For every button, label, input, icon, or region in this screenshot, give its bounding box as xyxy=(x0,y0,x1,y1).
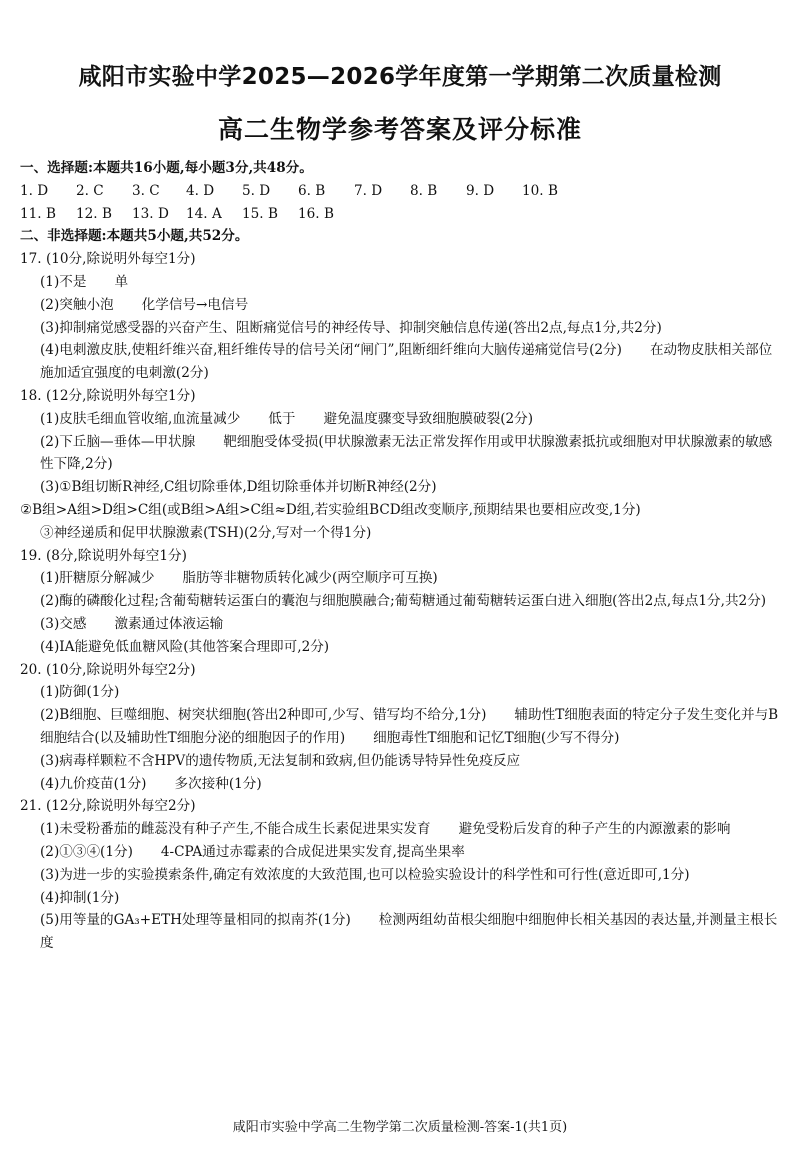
question-21 xyxy=(20,795,780,955)
choice-answer: 3. C xyxy=(132,182,160,199)
choice-answer: 16. B xyxy=(298,205,334,222)
answer-line: (1)肝糖原分解减少 脂肪等非糖物质转化减少(两空顺序可互换) xyxy=(40,570,438,587)
answer-line: (4)九价疫苗(1分) 多次接种(1分) xyxy=(40,775,262,792)
choice-answer: 9. D xyxy=(466,182,495,199)
answer-line: (2)B细胞、巨噬细胞、树突状细胞(答出2种即可,少写、错写均不给分,1分) 辅助性T细胞表面的特定分子发生变化并与B细胞结合(以及辅助性T细胞分泌的细胞因子的作用) 细胞毒性T细胞和记忆T细胞(少写不得分) xyxy=(40,707,779,746)
choice-answer: 12. B xyxy=(76,205,112,222)
page-footer: 咸阳市实验中学高二生物学第二次质量检测-答案-1(共1页) xyxy=(232,1120,568,1135)
section-heading-choice: 一、选择题:本题共16小题,每小题3分,共48分。 xyxy=(20,160,313,176)
section-heading-non-choice: 二、非选择题:本题共5小题,共52分。 xyxy=(20,228,249,245)
question-17 xyxy=(20,248,780,385)
answer-line: (3)抑制痛觉感受器的兴奋产生、阻断痛觉信号的神经传导、抑制突触信息传递(答出2点,每点1分,共2分) xyxy=(40,319,662,336)
question-19-header: 19. (8分,除说明外每空1分) xyxy=(20,547,187,564)
answer-line: (2)酶的磷酸化过程;含葡萄糖转运蛋白的囊泡与细胞膜融合;葡萄糖通过葡萄糖转运蛋白进入细胞(答出2点,每点1分,共2分) xyxy=(40,593,767,610)
question-18 xyxy=(20,385,780,545)
choice-answer: 8. B xyxy=(410,182,438,199)
answer-line: (1)未受粉番茄的雌蕊没有种子产生,不能合成生长素促进果实发育 避免受粉后发育的种子产生的内源激素的影响 xyxy=(40,821,731,838)
document-title: 咸阳市实验中学2025—2026学年度第一学期第二次质量检测 xyxy=(78,64,722,90)
question-20 xyxy=(20,659,780,796)
question-17-header: 17. (10分,除说明外每空1分) xyxy=(20,251,196,268)
choice-answer: 6. B xyxy=(298,182,326,199)
answer-line: (3)为进一步的实验摸索条件,确定有效浓度的大致范围,也可以检验实验设计的科学性和可行性(意近即可,1分) xyxy=(40,866,690,883)
answer-line: (3)①B组切断R神经,C组切除垂体,D组切除垂体并切断R神经(2分) xyxy=(40,479,437,496)
question-20-header: 20. (10分,除说明外每空2分) xyxy=(20,661,196,678)
choice-answer: 13. D xyxy=(132,205,169,222)
answer-line: (4)抑制(1分) xyxy=(40,889,120,906)
choice-answer: 1. D xyxy=(20,182,49,199)
choice-answer: 4. D xyxy=(186,182,215,199)
choice-answer: 2. C xyxy=(76,182,104,199)
question-21-header: 21. (12分,除说明外每空2分) xyxy=(20,798,196,815)
document-subtitle: 高二生物学参考答案及评分标准 xyxy=(217,115,582,144)
question-18-header: 18. (12分,除说明外每空1分) xyxy=(20,387,196,404)
choice-answers-row-1 xyxy=(20,180,780,203)
choice-answer: 11. B xyxy=(20,205,56,222)
answer-line: (4)电刺激皮肤,使粗纤维兴奋,粗纤维传导的信号关闭“闸门”,阻断细纤维向大脑传递痛觉信号(2分) 在动物皮肤相关部位施加适宜强度的电刺激(2分) xyxy=(40,342,773,382)
answer-line: (3)病毒样颗粒不含HPV的遗传物质,无法复制和致病,但仍能诱导特异性免疫反应 xyxy=(40,752,521,769)
answer-line: (4)IA能避免低血糖风险(其他答案合理即可,2分) xyxy=(40,638,330,655)
choice-answer: 5. D xyxy=(242,182,271,199)
answer-line: (5)用等量的GA₃+ETH处理等量相同的拟南芥(1分) 检测两组幼苗根尖细胞中细胞伸长相关基因的表达量,并测量主根长度 xyxy=(40,912,778,952)
choice-answer: 7. D xyxy=(354,182,383,199)
answer-line: (1)防御(1分) xyxy=(40,684,120,701)
choice-answers-row-2 xyxy=(20,203,780,226)
answer-line: ③神经递质和促甲状腺激素(TSH)(2分,写对一个得1分) xyxy=(40,524,372,541)
answer-line: (2)下丘脑—垂体—甲状腺 靶细胞受体受损(甲状腺激素无法正常发挥作用或甲状腺激素抵抗或细胞对甲状腺激素的敏感性下降,2分) xyxy=(40,433,773,473)
choice-answer: 14. A xyxy=(186,205,222,222)
answer-content xyxy=(20,157,780,955)
answer-line: (1)皮肤毛细血管收缩,血流量减少 低于 避免温度骤变导致细胞膜破裂(2分) xyxy=(40,410,534,427)
choice-answer: 10. B xyxy=(522,182,558,199)
choice-answer: 15. B xyxy=(242,205,278,222)
question-19 xyxy=(20,545,780,659)
answer-line: (3)交感 激素通过体液运输 xyxy=(40,615,224,632)
answer-line: (2)①③④(1分) 4-CPA通过赤霉素的合成促进果实发育,提高坐果率 xyxy=(40,843,465,860)
answer-line: ②B组>A组>D组>C组(或B组>A组>C组≈D组,若实验组BCD组改变顺序,预期结果也要相应改变,1分) xyxy=(20,501,641,518)
answer-line: (1)不是 单 xyxy=(40,273,129,290)
answer-line: (2)突触小泡 化学信号→电信号 xyxy=(40,296,249,313)
